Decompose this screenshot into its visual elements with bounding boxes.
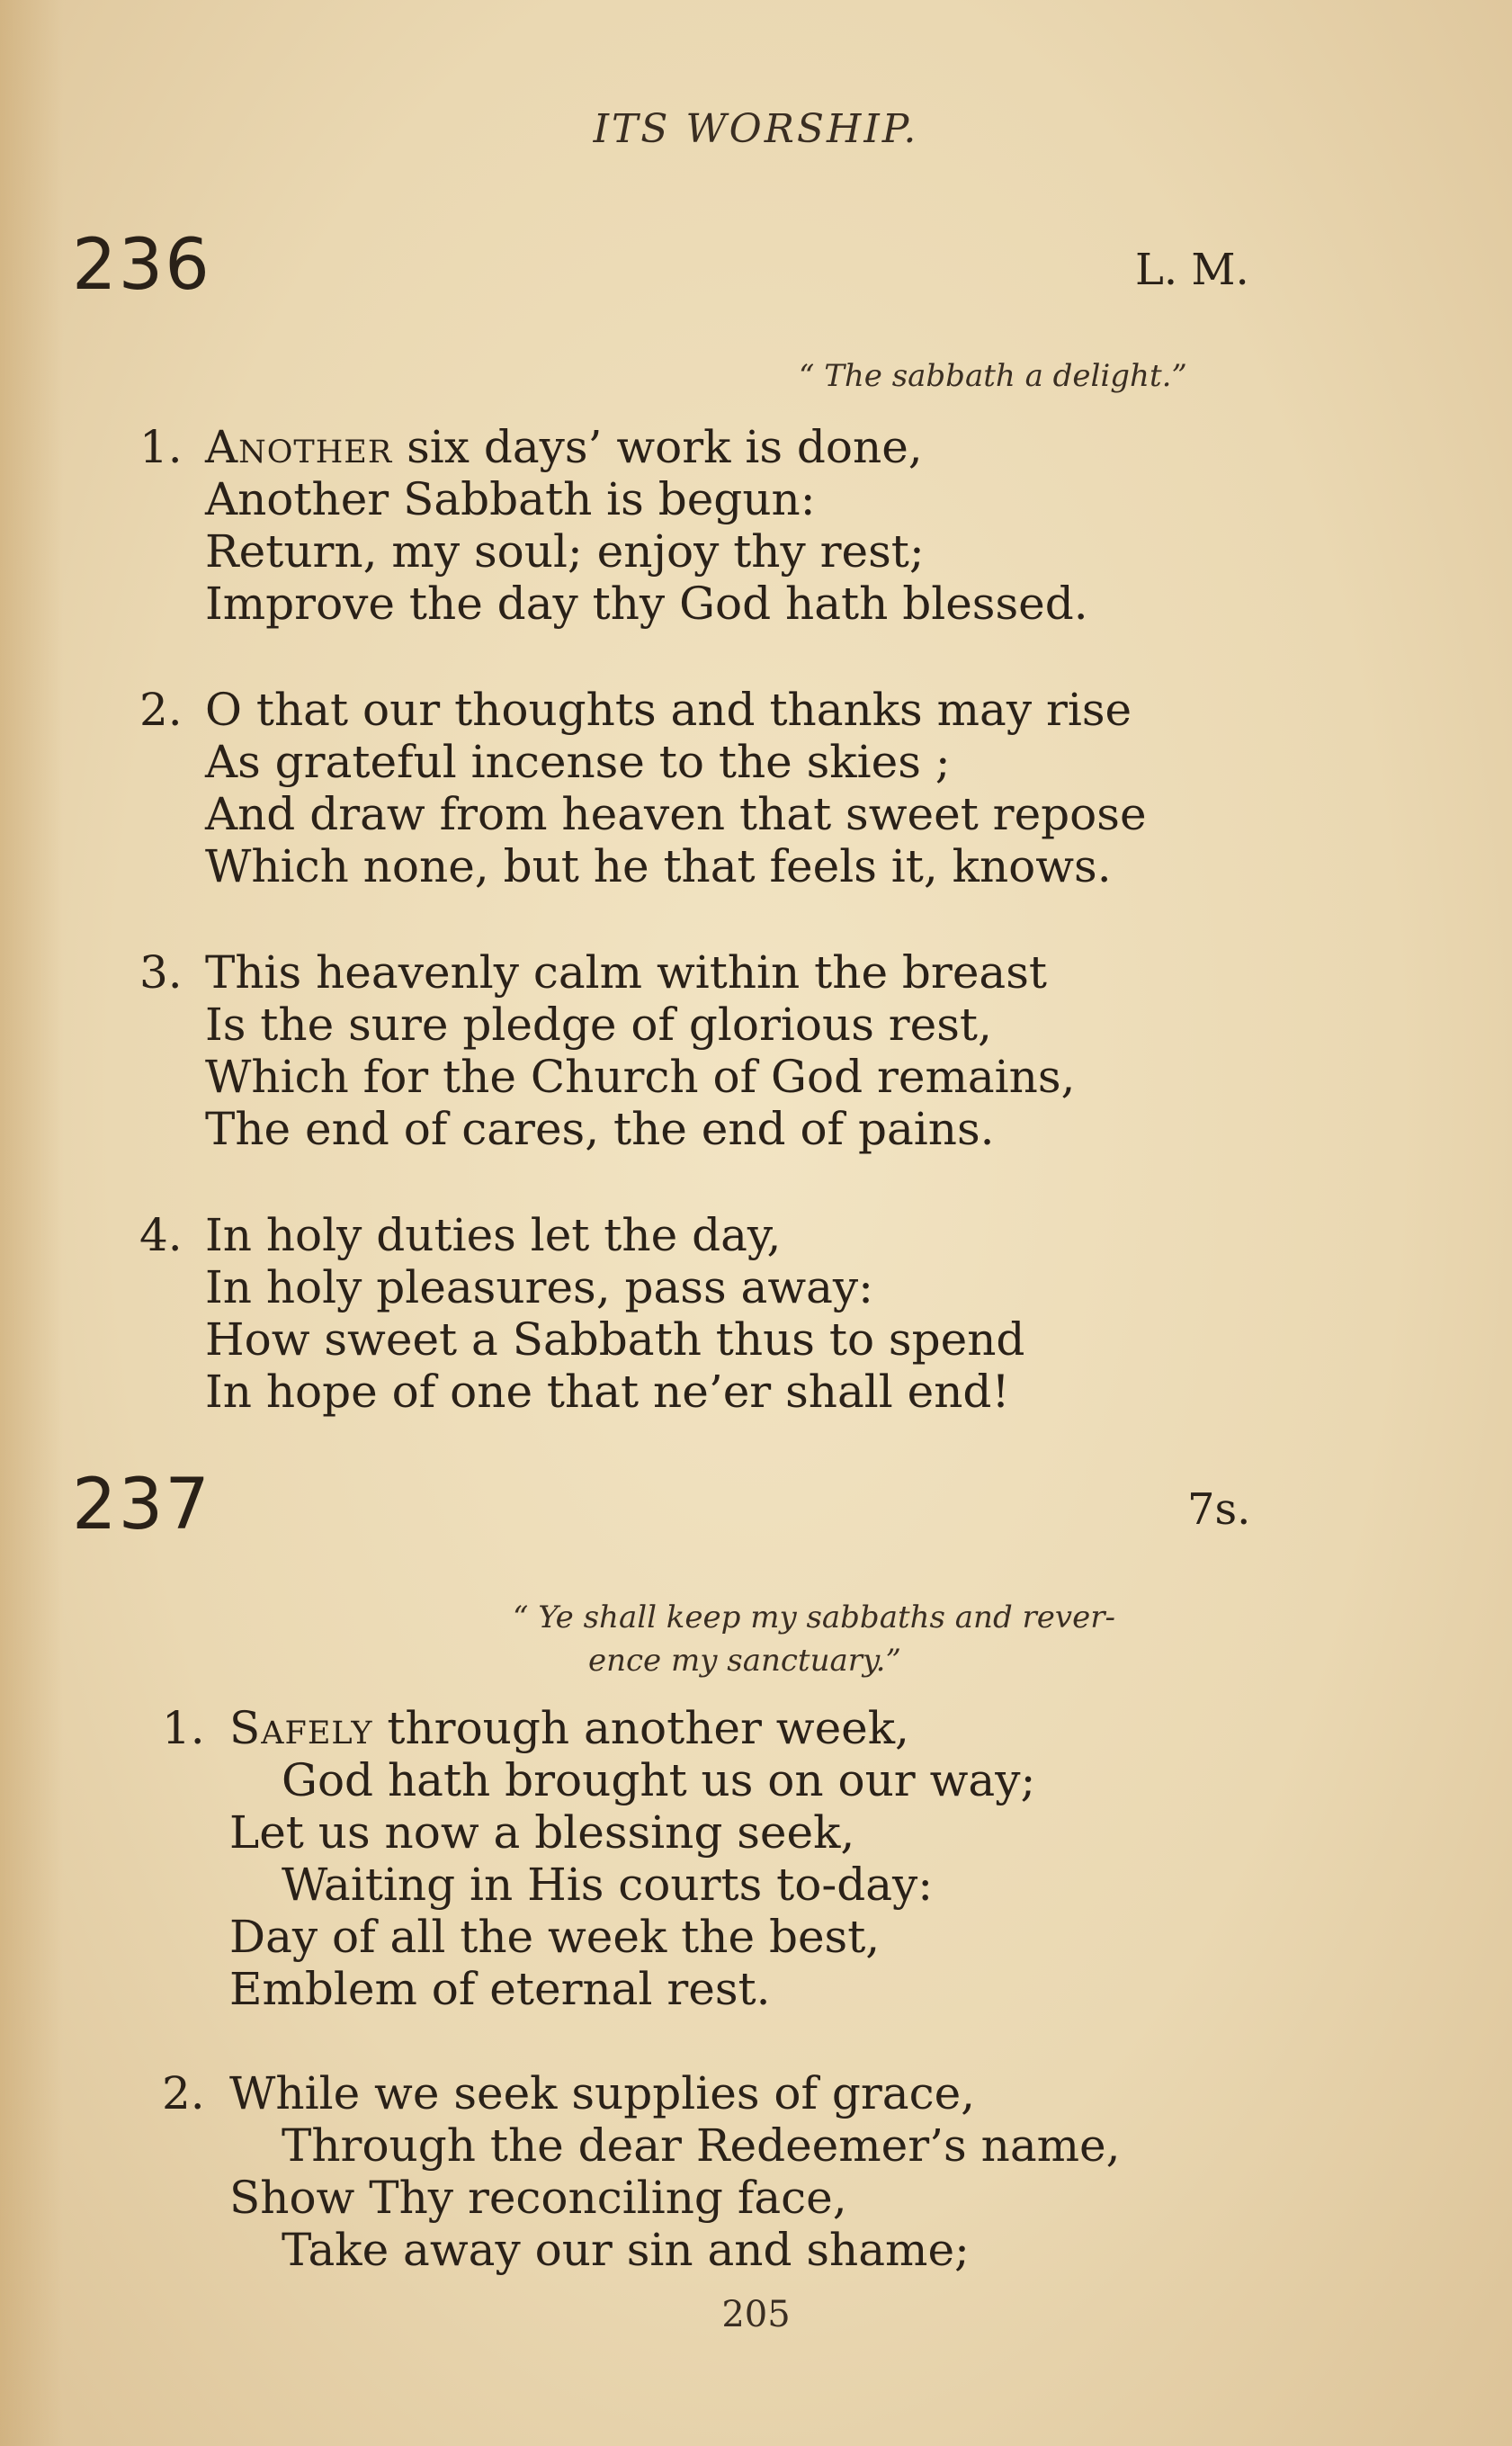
hymn-number: 237	[72, 1465, 211, 1546]
verse-line: In hope of one that ne’er shall end!	[205, 1366, 1010, 1418]
verse-line: Waiting in His courts to-day:	[282, 1859, 934, 1911]
verse-number: 1.	[139, 421, 183, 473]
verse-line: Which for the Church of God remains,	[205, 1051, 1076, 1103]
verse-line: Another Sabbath is begun:	[205, 473, 816, 525]
verse-line: Show Thy reconciling face,	[229, 2172, 847, 2224]
verse-line: This heavenly calm within the breast	[205, 946, 1047, 999]
verse-line: As grateful incense to the skies ;	[205, 736, 951, 788]
verse-number: 3.	[139, 946, 183, 999]
page-number: 205	[721, 2294, 791, 2335]
verse-line: Day of all the week the best,	[229, 1911, 881, 1963]
verse-line: In holy pleasures, pass away:	[205, 1261, 874, 1313]
verse-line-rest: through another week,	[372, 1702, 909, 1754]
hymn-epigraph: ence my sanctuary.”	[588, 1643, 901, 1679]
hymn-meter: L. M.	[1135, 245, 1249, 295]
verse-first-word: Safely	[229, 1702, 373, 1754]
hymn-epigraph: “ The sabbath a delight.”	[799, 358, 1187, 394]
verse-number: 4.	[139, 1209, 183, 1261]
page-edge-shadow	[0, 0, 63, 2446]
running-head: ITS WORSHIP.	[593, 106, 919, 152]
verse-line: How sweet a Sabbath thus to spend	[205, 1313, 1025, 1366]
hymn-number: 236	[72, 225, 211, 306]
verse-line: Is the sure pledge of glorious rest,	[205, 999, 992, 1051]
verse-line: Which none, but he that feels it, knows.	[205, 840, 1112, 892]
verse-line: Through the dear Redeemer’s name,	[282, 2119, 1121, 2172]
verse-number: 2.	[139, 684, 183, 736]
hymn-meter: 7s.	[1187, 1484, 1251, 1535]
verse-line: O that our thoughts and thanks may rise	[205, 684, 1132, 736]
verse-line: Return, my soul; enjoy thy rest;	[205, 525, 925, 578]
verse-line: Improve the day thy God hath blessed.	[205, 578, 1088, 630]
verse-number: 1.	[162, 1702, 205, 1754]
verse-line: In holy duties let the day,	[205, 1209, 782, 1261]
verse-line	[229, 1702, 909, 1754]
hymn-epigraph: “ Ye shall keep my sabbaths and rever-	[513, 1599, 1115, 1635]
verse-line: The end of cares, the end of pains.	[205, 1103, 995, 1155]
verse-line: God hath brought us on our way;	[282, 1754, 1036, 1806]
verse-line-rest: six days’ work is done,	[392, 421, 923, 473]
verse-line: While we seek supplies of grace,	[229, 2067, 976, 2119]
verse-first-word: Another	[205, 421, 393, 473]
verse-line: And draw from heaven that sweet repose	[205, 788, 1147, 840]
verse-line: Take away our sin and shame;	[282, 2224, 970, 2276]
verse-number: 2.	[162, 2067, 205, 2119]
verse-line	[205, 421, 923, 473]
verse-line: Let us now a blessing seek,	[229, 1806, 855, 1859]
verse-line: Emblem of eternal rest.	[229, 1963, 771, 2015]
